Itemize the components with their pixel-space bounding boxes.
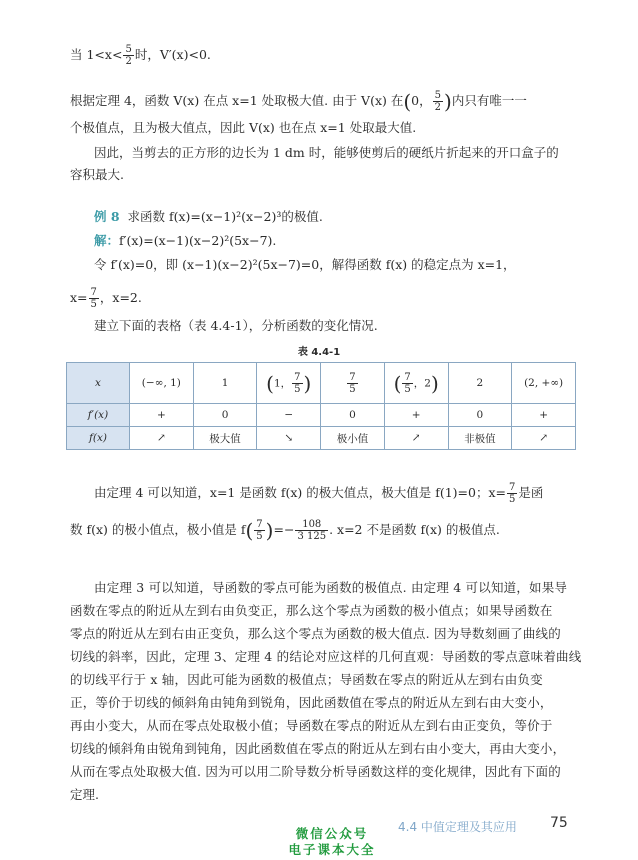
table-cell: 0: [193, 404, 257, 427]
table-row-derivative: [67, 404, 576, 427]
table-header-cell: f(x): [67, 427, 130, 450]
table-cell: 极小值: [321, 427, 385, 450]
table-cell: $\frac{7}{5}$: [321, 363, 385, 404]
paragraph-line-3: 零点的附近从左到右由正变负，那么这个零点为函数的极大值点. 因为导数刻画了曲线的: [70, 626, 561, 641]
table-cell: (2, +∞): [512, 363, 576, 404]
text: 根据定理 4，函数 V(x) 在点 x=1 处取极大值. 由于 V(x) 在: [70, 93, 404, 108]
increasing-arrow-icon: ↗: [512, 427, 576, 450]
text: 由定理 4 可以知道，x=1 是函数 f(x) 的极大值点，极大值是 f(1)=0；x=: [94, 485, 506, 500]
table-caption: 表 4.4-1: [297, 347, 341, 358]
text: ，x=2.: [99, 290, 142, 305]
table-cell: +: [384, 404, 448, 427]
text-line-9: [70, 287, 576, 310]
table-cell: (1， $\frac{7}{5}$ ): [257, 363, 321, 404]
table-cell: 2: [448, 363, 512, 404]
table-row-function: [67, 427, 576, 450]
solution-label: 解：: [94, 233, 120, 248]
example-label: 例 8: [94, 209, 120, 224]
text: x=: [70, 290, 88, 305]
table-cell: +: [130, 404, 194, 427]
text-line-10: 建立下面的表格（表 4.4-1），分析函数的变化情况.: [94, 318, 378, 333]
table-cell: 极大值: [193, 427, 257, 450]
variation-table: [66, 362, 576, 450]
fraction: $\frac{7}{5}$: [90, 287, 97, 310]
table-cell: −: [257, 404, 321, 427]
paragraph-line-1: 由定理 3 可以知道，导函数的零点可能为函数的极值点. 由定理 4 可以知道，如果导: [94, 580, 568, 595]
table-row-x: [67, 363, 576, 404]
paragraph-line-9: 从而在零点处取极大值. 因为可以用二阶导数分析导函数这样的变化规律，因此有下面的: [70, 764, 561, 779]
text-line-8: 令 f′(x)=0，即 (x−1)(x−2)²(5x−7)=0，解得函数 f(x) 的稳定点为 x=1，: [94, 257, 516, 272]
text: 0，: [411, 93, 432, 108]
solution-line: [94, 233, 576, 249]
footer-section-title: 4.4 中值定理及其应用: [398, 820, 517, 834]
increasing-arrow-icon: ↗: [130, 427, 194, 450]
paragraph-line-5: 的切线平行于 x 轴，因此可能为函数的极值点；导函数在零点的附近从左到右由负变: [70, 672, 543, 687]
paragraph-line-4: 切线的斜率，因此，定理 3、定理 4 的结论对应这样的几何直观：导函数的零点意味着曲线: [70, 649, 582, 664]
text-line-4: 因此，当剪去的正方形的边长为 1 dm 时，能够使剪后的硬纸片折起来的开口盒子的: [94, 145, 559, 160]
table-cell: ( $\frac{7}{5}$ ，2): [384, 363, 448, 404]
paragraph-line-7: 再由小变大，从而在零点处取极小值；导函数在零点的附近从左到右由正变负，等价于: [70, 718, 553, 733]
watermark-line-1: 微信公众号: [295, 826, 369, 841]
text: 是函: [518, 485, 544, 500]
text: . x=2 不是函数 f(x) 的极值点.: [329, 522, 500, 537]
example-text: 求函数 f(x)=(x−1)²(x−2)³的极值.: [127, 209, 323, 224]
text-line-1: [70, 44, 576, 67]
decreasing-arrow-icon: ↘: [257, 427, 321, 450]
increasing-arrow-icon: ↗: [384, 427, 448, 450]
table-cell: 0: [448, 404, 512, 427]
text-line-2: 根据定理 4，函数 V(x) 在点 x=1 处取极大值. 由于 V(x) 在(0， $\frac{5}{2}$ )内只有唯一一: [70, 89, 527, 114]
text: 内只有唯一一: [451, 93, 527, 108]
text-line-11: [94, 482, 576, 505]
text-line-3: 个极值点，且为极大值点，因此 V(x) 也在点 x=1 处取最大值.: [70, 120, 417, 135]
fraction: $\frac{108}{3 125}$: [297, 519, 327, 542]
text-line-12: 数 f(x) 的极小值点，极小值是 f( $\frac{7}{5}$ )=− $\frac{108}{3 125}$ . x=2 不是函数 f(x) 的极值点.: [70, 518, 500, 543]
fraction: $\frac{5}{2}$: [125, 44, 132, 67]
paragraph-line-8: 切线的倾斜角由锐角到钝角，因此函数值在零点的附近从左到右由小变大，再由大变小，: [70, 741, 566, 756]
paragraph-line-6: 正，等价于切线的倾斜角由钝角到锐角，因此函数值在零点的附近从左到右由大变小，: [70, 695, 553, 710]
text: 数 f(x) 的极小值点，极小值是 f: [70, 522, 246, 537]
table-cell: (−∞, 1): [130, 363, 194, 404]
text-line-5: 容积最大.: [70, 167, 124, 182]
table-cell: +: [512, 404, 576, 427]
paragraph-line-2: 函数在零点的附近从左到右由负变正，那么这个零点为函数的极小值点；如果导函数在: [70, 603, 553, 618]
table-cell: 非极值: [448, 427, 512, 450]
solution-text: f′(x)=(x−1)(x−2)²(5x−7).: [119, 233, 277, 248]
watermark-line-2: 电子课本大全: [288, 842, 376, 857]
fraction: $\frac{7}{5}$: [508, 482, 516, 505]
text: 时，V′(x)<0.: [134, 47, 211, 62]
table-header-cell: f′(x): [67, 404, 130, 427]
page-number: 75: [550, 815, 568, 831]
paragraph-line-10: 定理.: [70, 787, 99, 802]
example-line: [94, 209, 576, 225]
text: =−: [273, 522, 295, 537]
text: 当 1<x<: [70, 47, 123, 62]
table-cell: 1: [193, 363, 257, 404]
table-cell: 0: [321, 404, 385, 427]
fraction: $\frac{5}{2}$: [434, 90, 441, 113]
table-header-cell: x: [67, 363, 130, 404]
